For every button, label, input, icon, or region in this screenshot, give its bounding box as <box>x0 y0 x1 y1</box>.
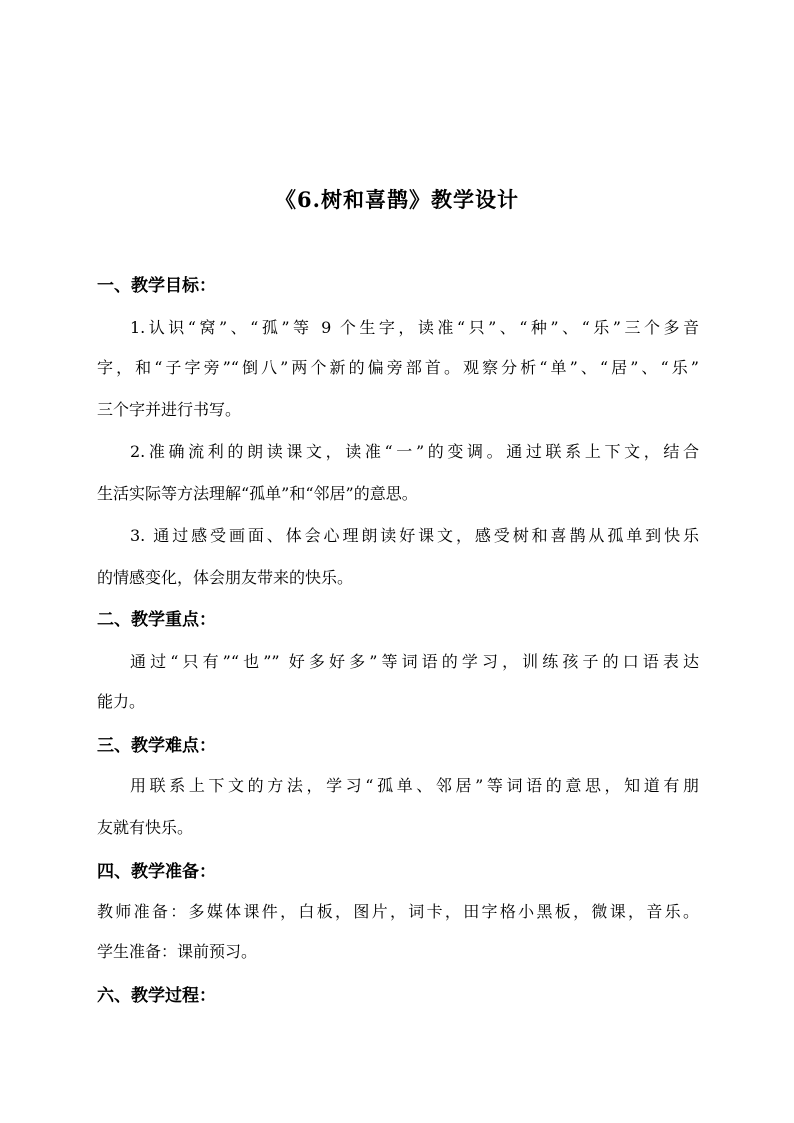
goals-paragraph-1-line-3: 三个字并进行书写。 <box>97 400 242 419</box>
goals-paragraph-1-line-2: 字，和“子字旁”“倒八”两个新的偏旁部首。观察分析“单”、“居”、“乐” <box>97 358 699 377</box>
student-preparation: 学生准备：课前预习。 <box>97 942 258 961</box>
document-title: 《6.树和喜鹊》教学设计 <box>275 187 519 212</box>
section-heading-process: 六、教学过程： <box>97 986 216 1006</box>
goals-paragraph-2-line-2: 生活实际等方法理解“孤单”和“邻居”的意思。 <box>97 484 418 503</box>
goals-paragraph-3-line-1: 3. 通过感受画面、体会心理朗读好课文，感受树和喜鹊从孤单到快乐 <box>130 526 699 545</box>
difficulties-line-2: 友就有快乐。 <box>97 818 194 837</box>
teacher-preparation: 教师准备：多媒体课件，白板，图片，词卡，田字格小黑板，微课，音乐。 <box>97 902 699 921</box>
goals-paragraph-1-line-1: 1.认识“窝”、“孤”等 9 个生字，读准“只”、“种”、“乐”三个多音 <box>130 318 699 337</box>
difficulties-line-1: 用联系上下文的方法，学习“孤单、邻居”等词语的意思，知道有朋 <box>130 776 699 795</box>
section-heading-preparation: 四、教学准备： <box>97 862 216 882</box>
key-points-line-2: 能力。 <box>97 692 146 711</box>
section-heading-key-points: 二、教学重点： <box>97 610 216 630</box>
goals-paragraph-3-line-2: 的情感变化，体会朋友带来的快乐。 <box>97 568 354 587</box>
section-heading-goals: 一、教学目标： <box>97 276 216 296</box>
key-points-line-1: 通过“只有”“也”” 好多好多”等词语的学习，训练孩子的口语表达 <box>130 652 699 671</box>
section-heading-difficulties: 三、教学难点： <box>97 736 216 756</box>
goals-paragraph-2-line-1: 2.准确流利的朗读课文，读准“一”的变调。通过联系上下文，结合 <box>130 442 699 461</box>
